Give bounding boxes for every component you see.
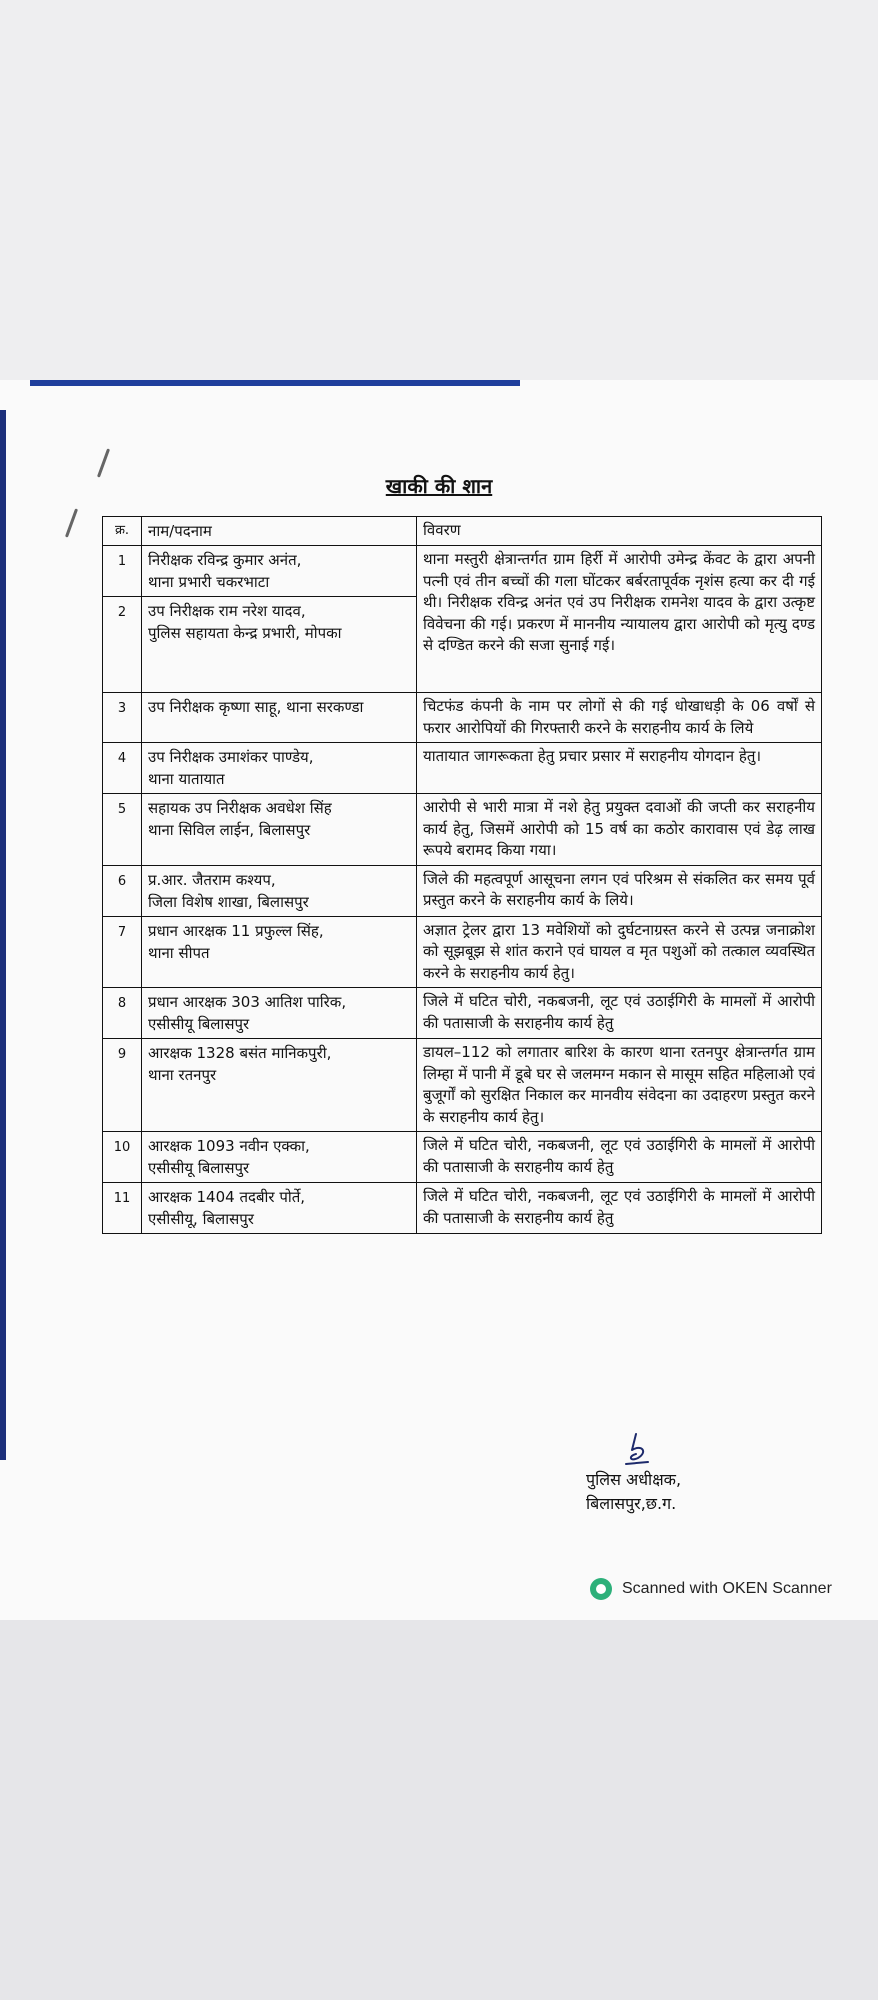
description-cell: जिले में घटित चोरी, नकबजनी, लूट एवं उठाईगिरी के मामलों में आरोपी की पतासाजी के सराहनीय कार्य हेतु bbox=[417, 1183, 822, 1234]
description-cell: यातायात जागरूकता हेतु प्रचार प्रसार में सराहनीय योगदान हेतु। bbox=[417, 743, 822, 794]
description-cell: जिले की महत्वपूर्ण आसूचना लगन एवं परिश्रम से संकलित कर समय पूर्व प्रस्तुत करने के सराहनीय कार्य के लिये। bbox=[417, 865, 822, 916]
name-line: पुलिस सहायता केन्द्र प्रभारी, मोपका bbox=[148, 624, 342, 642]
serial-cell: 4 bbox=[103, 743, 142, 794]
top-background bbox=[0, 0, 878, 380]
name-cell bbox=[142, 1183, 417, 1234]
table-row bbox=[103, 743, 822, 794]
description-cell: थाना मस्तुरी क्षेत्रान्तर्गत ग्राम हिर्री में आरोपी उमेन्द्र केंवट के द्वारा अपनी पत्नी एवं तीन बच्चों की गला घोंटकर बर्बरतापूर्वक नृशंस हत्या कर दी गई थी। निरीक्षक रविन्द्र अनंत एवं उप निरीक्षक रामनेश यादव के द्वारा उत्कृष्ट विवेचना की गई। प्रकरण में माननीय न्यायालय द्वारा आरोपी को मृत्यु दण्ड से दण्डित करने की सजा सुनाई गई। bbox=[417, 546, 822, 693]
name-line: उप निरीक्षक उमाशंकर पाण्डेय, bbox=[148, 748, 314, 766]
name-line: उप निरीक्षक राम नरेश यादव, bbox=[148, 602, 306, 620]
serial-cell: 10 bbox=[103, 1132, 142, 1183]
name-line: एसीसीयू बिलासपुर bbox=[148, 1015, 250, 1033]
description-cell: जिले में घटित चोरी, नकबजनी, लूट एवं उठाईगिरी के मामलों में आरोपी की पतासाजी के सराहनीय कार्य हेतु bbox=[417, 988, 822, 1039]
name-cell bbox=[142, 597, 417, 693]
serial-cell: 7 bbox=[103, 916, 142, 988]
name-line: निरीक्षक रविन्द्र कुमार अनंत, bbox=[148, 551, 302, 569]
table-row bbox=[103, 1039, 822, 1132]
name-cell bbox=[142, 546, 417, 597]
scanner-watermark bbox=[590, 1578, 832, 1600]
name-line: प्रधान आरक्षक 11 प्रफुल्ल सिंह, bbox=[148, 921, 324, 940]
serial-cell: 8 bbox=[103, 988, 142, 1039]
serial-cell: 6 bbox=[103, 865, 142, 916]
table-row bbox=[103, 1132, 822, 1183]
name-line: आरक्षक 1093 नवीन एक्का, bbox=[148, 1137, 310, 1155]
folder-edge-top bbox=[30, 380, 520, 386]
scanned-page bbox=[0, 380, 878, 1620]
name-line: एसीसीयू, बिलासपुर bbox=[148, 1210, 254, 1228]
serial-cell: 2 bbox=[103, 597, 142, 693]
header-serial: क्र. bbox=[103, 517, 142, 546]
serial-cell: 5 bbox=[103, 794, 142, 866]
signatory-title: पुलिस अधीक्षक, bbox=[586, 1470, 682, 1489]
name-line: थाना प्रभारी चकरभाटा bbox=[148, 573, 270, 591]
name-line: आरक्षक 1404 तदबीर पोर्ते, bbox=[148, 1188, 306, 1206]
name-line: एसीसीयू बिलासपुर bbox=[148, 1159, 250, 1177]
name-line: सहायक उप निरीक्षक अवधेश सिंह bbox=[148, 799, 332, 817]
signature-mark bbox=[618, 1430, 658, 1470]
serial-cell: 3 bbox=[103, 693, 142, 743]
name-cell bbox=[142, 693, 417, 743]
name-cell bbox=[142, 1132, 417, 1183]
serial-cell: 1 bbox=[103, 546, 142, 597]
name-cell bbox=[142, 916, 417, 988]
signature-block bbox=[586, 1468, 681, 1516]
name-line: प्रधान आरक्षक 303 आतिश पारिक, bbox=[148, 993, 347, 1011]
name-cell bbox=[142, 865, 417, 916]
name-line: थाना रतनपुर bbox=[148, 1066, 217, 1084]
name-line: थाना सिविल लाईन, बिलासपुर bbox=[148, 821, 311, 839]
name-line: थाना यातायात bbox=[148, 770, 225, 788]
table-row bbox=[103, 988, 822, 1039]
name-cell bbox=[142, 743, 417, 794]
table-row bbox=[103, 794, 822, 866]
signatory-place: बिलासपुर,छ.ग. bbox=[586, 1494, 677, 1513]
table-header-row bbox=[103, 517, 822, 546]
serial-cell: 11 bbox=[103, 1183, 142, 1234]
table-row bbox=[103, 546, 822, 597]
description-cell: चिटफंड कंपनी के नाम पर लोगों से की गई धोखाधड़ी के 06 वर्षों से फरार आरोपियों की गिरफ्तारी करने के सराहनीय कार्य के लिये bbox=[417, 693, 822, 743]
description-cell: आरोपी से भारी मात्रा में नशे हेतु प्रयुक्त दवाओं की जप्ती कर सराहनीय कार्य हेतु, जिसमें आरोपी को 15 वर्ष का कठोर कारावास एवं डेढ़ लाख रूपये बरामद किया गया। bbox=[417, 794, 822, 866]
name-line: उप निरीक्षक कृष्णा साहू, थाना सरकण्डा bbox=[148, 698, 364, 716]
description-cell: जिले में घटित चोरी, नकबजनी, लूट एवं उठाईगिरी के मामलों में आरोपी की पतासाजी के सराहनीय कार्य हेतु bbox=[417, 1132, 822, 1183]
name-cell bbox=[142, 794, 417, 866]
header-name: नाम/पदनाम bbox=[142, 517, 417, 546]
table-row bbox=[103, 865, 822, 916]
name-cell bbox=[142, 988, 417, 1039]
description-cell: अज्ञात ट्रेलर द्वारा 13 मवेशियों को दुर्घटनाग्रस्त करने से उत्पन्न जनाक्रोश को सूझबूझ से शांत कराने एवं घायल व मृत पशुओं को तत्काल व्यवस्थित करने के सराहनीय कार्य हेतु। bbox=[417, 916, 822, 988]
awards-table bbox=[102, 516, 822, 1234]
bottom-background bbox=[0, 1620, 878, 2000]
pin-mark bbox=[65, 508, 78, 537]
description-cell: डायल–112 को लगातार बारिश के कारण थाना रतनपुर क्षेत्रान्तर्गत ग्राम लिम्हा में पानी में डूबे घर से जलमग्न मकान से मासूम सहित महिलाओ एवं बुजूर्गों को सुरक्षित निकाल कर मानवीय संवेदना का उदाहरण प्रस्तुत करने के सराहनीय कार्य हेतु। bbox=[417, 1039, 822, 1132]
name-line: प्र.आर. जैतराम कश्यप, bbox=[148, 870, 276, 889]
name-line: थाना सीपत bbox=[148, 943, 210, 962]
table-row bbox=[103, 693, 822, 743]
serial-cell: 9 bbox=[103, 1039, 142, 1132]
name-cell bbox=[142, 1039, 417, 1132]
name-line: जिला विशेष शाखा, बिलासपुर bbox=[148, 892, 309, 911]
oken-logo-icon bbox=[590, 1578, 612, 1600]
header-description: विवरण bbox=[417, 517, 822, 546]
table-row bbox=[103, 1183, 822, 1234]
name-line: आरक्षक 1328 बसंत मानिकपुरी, bbox=[148, 1044, 332, 1062]
folder-edge-left bbox=[0, 410, 6, 1460]
scanner-label: Scanned with OKEN Scanner bbox=[622, 1580, 832, 1597]
table-row bbox=[103, 916, 822, 988]
document-title: खाकी की शान bbox=[385, 474, 493, 498]
